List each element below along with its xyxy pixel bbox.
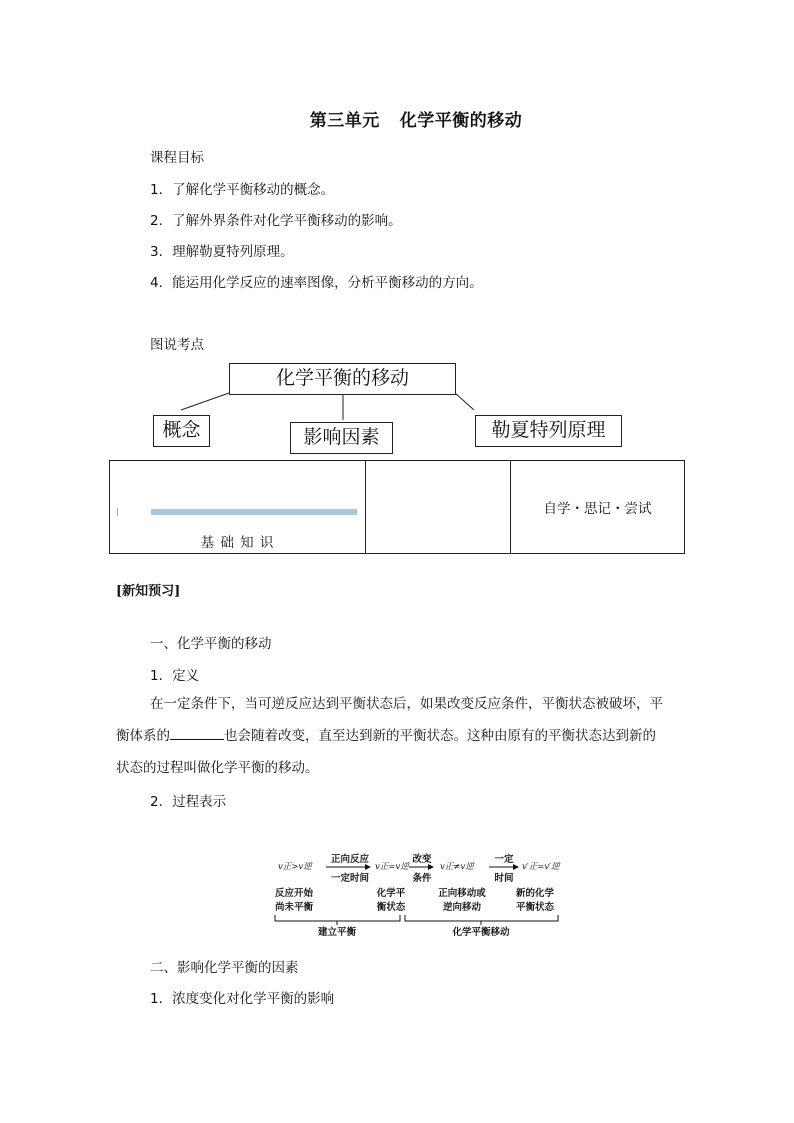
fill-in-blank[interactable] — [170, 725, 224, 740]
goal-item-4: 4．能运用化学反应的速率图像，分析平衡移动的方向。 — [150, 275, 483, 291]
flow-desc-3-line-2: 逆向移动 — [442, 902, 481, 913]
definition-title: 1．定义 — [150, 668, 200, 684]
definition-line-1: 在一定条件下，当可逆反应达到平衡状态后，如果改变反应条件，平衡状态被破坏，平 — [150, 696, 663, 712]
knowledge-banner — [109, 460, 685, 554]
definition-line-2a: 衡体系的 — [116, 728, 170, 744]
banner-left-cell — [110, 461, 366, 554]
flow-desc-4-line-1: 新的化学 — [515, 888, 554, 899]
unit-label: 第三单元 — [309, 111, 380, 131]
flow-arrow-2-top: 改变 — [412, 854, 432, 865]
flow-arrow-3-bottom: 时间 — [494, 873, 514, 884]
map-root-node: 化学平衡的移动 — [229, 363, 456, 395]
map-node-le-chatelier: 勒夏特列原理 — [475, 415, 622, 447]
flow-desc-2-line-2: 衡状态 — [376, 902, 406, 913]
banner-middle-cell — [366, 461, 511, 554]
flow-arrow-1-bottom: 一定时间 — [330, 873, 369, 884]
flow-desc-3-line-1: 正向移动或 — [438, 888, 486, 899]
map-node-factors: 影响因素 — [290, 422, 393, 454]
goal-item-3: 3．理解勒夏特列原理。 — [150, 244, 294, 260]
goal-item-1: 1．了解化学平衡移动的概念。 — [150, 182, 335, 198]
definition-line-2b: 也会随着改变，直至达到新的平衡状态。这种由原有的平衡状态达到新的 — [224, 728, 656, 744]
section-2-heading: 二、影响化学平衡的因素 — [150, 960, 299, 976]
preview-tag: [新知预习] — [116, 584, 181, 599]
flow-desc-1-line-2: 尚未平衡 — [274, 902, 313, 913]
flow-state-2: v正=v逆 — [375, 862, 409, 872]
flow-desc-2-line-1: 化学平 — [376, 888, 406, 899]
goals-heading: 课程目标 — [150, 150, 204, 166]
goal-item-2: 2．了解外界条件对化学平衡移动的影响。 — [150, 213, 402, 229]
flow-arrow-2-bottom: 条件 — [412, 873, 432, 884]
flow-state-1: v正>v逆 — [278, 862, 312, 872]
definition-line-2 — [116, 720, 656, 752]
banner-label: 基 础 知 识 — [200, 535, 275, 551]
process-flow-diagram — [270, 845, 570, 945]
flow-arrow-1-top: 正向反应 — [330, 854, 369, 865]
map-heading: 图说考点 — [150, 337, 204, 353]
section-1-heading: 一、化学平衡的移动 — [150, 636, 272, 652]
flow-state-3: v正≠v逆 — [440, 862, 474, 872]
banner-right-cell: 自学・思记・尝试 — [511, 461, 685, 554]
map-node-concept: 概念 — [153, 415, 210, 447]
flow-brace-1-label: 建立平衡 — [317, 927, 356, 938]
concentration-title: 1．浓度变化对化学平衡的影响 — [150, 991, 335, 1007]
flow-desc-1-line-1: 反应开始 — [274, 888, 313, 899]
definition-line-3: 状态的过程叫做化学平衡的移动。 — [116, 760, 319, 776]
banner-tick — [117, 508, 118, 516]
flow-desc-4-line-2: 平衡状态 — [515, 902, 554, 913]
unit-topic: 化学平衡的移动 — [399, 111, 523, 131]
process-title: 2．过程表示 — [150, 794, 227, 810]
banner-bar — [151, 509, 357, 515]
flow-brace-2-label: 化学平衡移动 — [452, 927, 510, 938]
flow-state-4: v′正=v′逆 — [522, 862, 560, 872]
flow-arrow-3-top: 一定 — [494, 854, 514, 865]
